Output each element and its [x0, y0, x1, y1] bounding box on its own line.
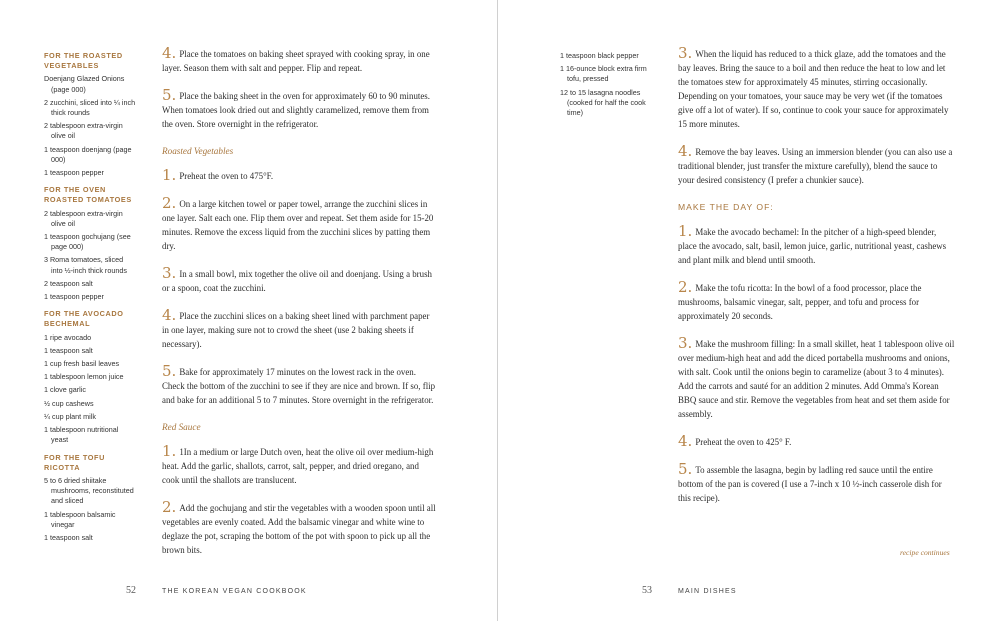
ingredient-item: 12 to 15 lasagna noodles (cooked for half the cook time) [560, 87, 646, 118]
step-text: When the liquid has reduced to a thick glaze, add the tomatoes and the bay leaves. Bring the sauce to a boil and then reduce the heat to low and let the tomatoes stew for approximately 45 minutes, stirring occasionally. Depending on your tomatoes, your sauce may be very wet (if the tomatoes give off a lot of water). If so, continue to cook your sauce for approximately 15 more minutes. [678, 49, 949, 129]
ingredient-item: 1 teaspoon doenjang (page 000) [44, 144, 132, 164]
recipe-step [162, 196, 438, 253]
step-number: 1. [678, 222, 693, 240]
ingredient-item: 1 teaspoon black pepper [560, 51, 639, 60]
ingredient-item: 1 teaspoon gochujang (see page 000) [44, 232, 131, 252]
recipe-step [678, 336, 955, 421]
step-number: 2. [678, 278, 693, 296]
step-text: In a small bowl, mix together the olive oil and doenjang. Using a brush or a spoon, coat the zucchini. [162, 269, 432, 293]
step-number: 3. [678, 44, 693, 62]
recipe-step [162, 46, 438, 75]
step-text: Bake for approximately 17 minutes on the lowest rack in the oven. Check the bottom of the zucchini to see if they are nice and brown. If so, flip and bake for an additional 5 to 7 minutes. Store overnight in the refrigerator. [162, 367, 436, 405]
assembly-steps [678, 224, 955, 505]
recipe-step [678, 280, 955, 323]
right-ingredient-sidebar [560, 51, 652, 121]
ingredient-item: ½ cup cashews [44, 398, 94, 408]
ingredient-item: 2 zucchini, sliced into ¼ inch thick rounds [44, 97, 136, 118]
step-number: 1. [162, 166, 177, 184]
step-text: Make the avocado bechamel: In the pitcher of a high-speed blender, place the avocado, salt, basil, lemon juice, garlic, nutritional yeast, cashews and plant milk and blend until smooth. [678, 227, 947, 265]
ingredient-section-title: FOR THE ROASTED VEGETABLES [44, 51, 123, 71]
ingredient-item: 1 clove garlic [44, 385, 86, 395]
tomato-steps [162, 46, 438, 131]
step-text: Remove the bay leaves. Using an immersion blender (you can also use a traditional blender, just transfer the mixture carefully), blend the sauce to your desired consistency (I prefer a chunkier sauce). [678, 147, 953, 185]
step-number: 4. [678, 432, 693, 450]
ingredient-item: ¼ cup plant milk [44, 411, 96, 421]
step-text: Preheat the oven to 425° F. [695, 437, 792, 447]
ingredient-item: 1 tablespoon lemon juice [44, 372, 124, 382]
ingredient-item: 5 to 6 dried shiitake mushrooms, reconstituted and sliced [44, 475, 134, 506]
step-text: Preheat the oven to 475°F. [179, 171, 274, 181]
step-text: On a large kitchen towel or paper towel, arrange the zucchini slices in one layer. Salt each one. Flip them over and repeat. Set them aside for 15-20 minutes. Remove the excess liquid from the zucchini slices by patting them dry. [162, 199, 434, 251]
recipe-step [162, 308, 438, 351]
step-number: 5. [162, 86, 177, 104]
red-sauce-title: Red Sauce [162, 422, 201, 432]
step-number: 4. [162, 306, 177, 324]
step-text: Place the baking sheet in the oven for approximately 60 to 90 minutes. When tomatoes look dried out and slightly caramelized, remove them from the oven. Store overnight in the refrigerator. [162, 91, 430, 129]
ingredient-item: 1 16-ounce block extra firm tofu, pressed [560, 64, 647, 84]
step-number: 2. [162, 194, 177, 212]
step-number: 1. [162, 442, 177, 460]
page-gutter [497, 0, 498, 621]
step-number: 3. [678, 334, 693, 352]
roasted-vegetable-steps [162, 168, 438, 407]
step-text: Place the zucchini slices on a baking sheet lined with parchment paper in one layer, making sure not to crowd the sheet (use 2 baking sheets if necessary). [162, 311, 430, 349]
recipe-step [162, 444, 438, 487]
recipe-step [162, 266, 438, 295]
left-ingredient-sidebar [44, 51, 136, 546]
ingredient-item: 1 cup fresh basil leaves [44, 359, 120, 369]
right-running-footer: MAIN DISHES [678, 588, 737, 595]
recipe-step [162, 364, 438, 407]
ingredient-item: 1 teaspoon pepper [44, 168, 104, 178]
recipe-step [678, 224, 955, 267]
left-running-footer: THE KOREAN VEGAN COOKBOOK [162, 588, 307, 595]
left-method-column [162, 46, 438, 570]
step-number: 5. [678, 460, 693, 478]
recipe-step [678, 46, 955, 131]
step-number: 2. [162, 498, 177, 516]
ingredient-item: 2 teaspoon salt [44, 278, 93, 288]
recipe-step [678, 434, 955, 449]
right-page-number: 53 [642, 585, 652, 596]
step-text: Add the gochujang and stir the vegetables with a wooden spoon until all vegetables are evenly coated. Add the balsamic vinegar and white wine to deglaze the pot, scraping the bottom of the pot with spoon to pick up all the brown bits. [162, 503, 436, 555]
step-text: 1In a medium or large Dutch oven, heat the olive oil over medium-high heat. Add the garlic, shallots, carrot, salt, pepper, and dried oregano, and cook until the shallots are translucent. [162, 447, 434, 485]
red-sauce-steps-continued [678, 46, 955, 187]
step-number: 3. [162, 264, 177, 282]
step-text: Make the mushroom filling: In a small skillet, heat 1 tablespoon olive oil over medium-high heat and add the diced portabella mushrooms and onions, with salt. Cook until the onions begin to caramelize (about 3 to 4 minutes). Add the carrots and sauté for an addition 2 minutes. Add Omma's Korean BBQ sauce and stir. Remove the vegetables from heat and set them aside for assembly. [678, 339, 955, 419]
ingredient-item: 1 teaspoon salt [44, 345, 93, 355]
step-text: To assemble the lasagna, begin by ladling red sauce until the entire bottom of the pan is covered (I use a 7-inch x 10 ½-inch casserole dish for this recipe). [678, 465, 942, 503]
ingredient-item: 1 tablespoon balsamic vinegar [44, 509, 116, 529]
ingredient-item: 1 teaspoon pepper [44, 292, 104, 302]
step-text: Make the tofu ricotta: In the bowl of a food processor, place the mushrooms, balsamic vinegar, salt, pepper, and tofu and process for approximately 20 seconds. [678, 283, 922, 321]
ingredient-item: 1 teaspoon salt [44, 532, 93, 542]
ingredient-section-title: FOR THE AVOCADO BECHEMAL [44, 309, 124, 329]
recipe-continues-note: recipe continues [900, 548, 950, 557]
recipe-step [162, 500, 438, 557]
ingredient-item: 2 tablespoon extra-virgin olive oil [44, 121, 123, 141]
recipe-step [678, 462, 955, 505]
ingredient-item: 3 Roma tomatoes, sliced into ½-inch thick rounds [44, 255, 127, 275]
step-number: 5. [162, 362, 177, 380]
roasted-vegetables-title: Roasted Vegetables [162, 146, 234, 156]
ingredient-item: 2 tablespoon extra-virgin olive oil [44, 208, 123, 228]
ingredient-item: 1 tablespoon nutritional yeast [44, 425, 119, 445]
recipe-step [678, 144, 955, 187]
ingredient-section-title: FOR THE OVEN ROASTED TOMATOES [44, 185, 132, 205]
right-method-column [678, 46, 955, 518]
ingredient-item: Doenjang Glazed Onions (page 000) [44, 74, 125, 94]
left-page-number: 52 [126, 585, 136, 596]
step-number: 4. [678, 142, 693, 160]
ingredient-item: 1 ripe avocado [44, 332, 92, 342]
recipe-step [162, 168, 438, 183]
make-the-day-of-title: MAKE THE DAY OF: [678, 202, 774, 212]
ingredient-section-title: FOR THE TOFU RICOTTA [44, 452, 105, 472]
red-sauce-steps [162, 444, 438, 557]
step-number: 4. [162, 44, 177, 62]
recipe-step [162, 88, 438, 131]
step-text: Place the tomatoes on baking sheet sprayed with cooking spray, in one layer. Season them with salt and pepper. Flip and repeat. [162, 49, 430, 73]
